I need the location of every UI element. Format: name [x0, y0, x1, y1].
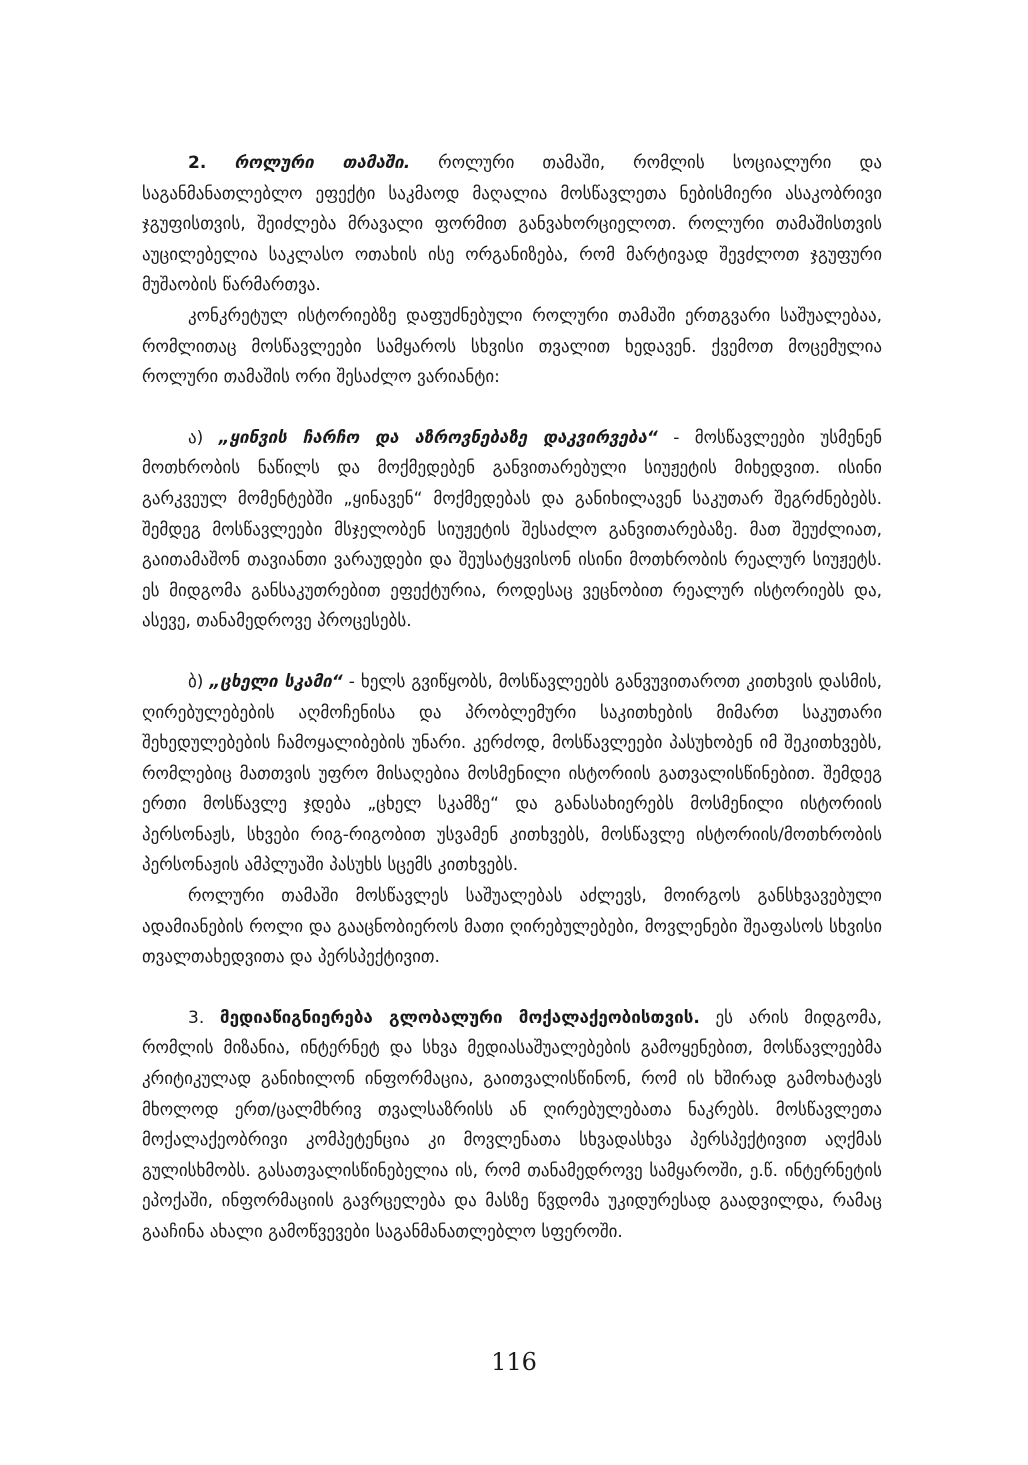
- paragraph-text: როლური თამაში მოსწავლეს საშუალებას აძლევს, მოირგოს განსხვავებული ადამიანების როლი და გააცნობიეროს მათი ღირებულებები, მოვლენები შეაფასოს სხვისი თვალთახედვითა და პერსპექტივით.: [142, 886, 882, 968]
- page-body: [142, 148, 882, 1248]
- paragraph-text: - ხელს გვიწყობს, მოსწავლეებს განვუვითაროთ კითხვის დასმის, ღირებულებების აღმოჩენისა და პრობლემური საკითხების მიმართ საკუთარი შეხედულებების ჩამოყალიბების უნარი. კერძოდ, მოსწავლეები პასუხობენ იმ შეკითხვებს, რომლებიც მათთვის უფრო მისაღებია მოსმენილი ისტორიის გათვალისწინებით. შემდეგ ერთი მოსწავლე ჯდება „ცხელ სკამზე“ და განასახიერებს მოსმენილი ისტორიის პერსონაჟს, სხვები რიგ-რიგობით უსვამენ კითხვებს, მოსწავლე ისტორიის/მოთხრობის პერსონაჟის ამპლუაში პასუხს სცემს კითხვებს.: [142, 671, 883, 876]
- section-number: 2.: [188, 153, 207, 173]
- section-title: მედიაწიგნიერება გლობალური მოქალაქეობისთვის.: [219, 1007, 700, 1028]
- variant-prefix: ბ): [188, 671, 210, 692]
- paragraph-role-play: [142, 148, 882, 301]
- paragraph-text: როლური თამაში, რომლის სოციალური და საგანმანათლებლო ეფექტი საკმაოდ მაღალია მოსწავლეთა ნებისმიერი ასაკობრივი ჯგუფისთვის, შეიძლება მრავალი ფორმით განვახორციელოთ. როლური თამაშისთვის აუცილებელია საკლასო ოთახის ისე ორგანიზება, რომ მარტივად შევძლოთ ჯგუფური მუშაობის წარმართვა.: [142, 153, 882, 296]
- variant-prefix: ა): [188, 427, 219, 448]
- variant-title: „ცხელი სკამი“: [209, 671, 343, 692]
- paragraph-variant-b: [142, 667, 882, 881]
- paragraph-role-play-summary: [142, 881, 882, 973]
- section-title: როლური თამაში: [234, 153, 404, 173]
- page-number: 116: [491, 1348, 537, 1376]
- section-number: 3.: [188, 1007, 205, 1028]
- paragraph-text: - მოსწავლეები უსმენენ მოთხრობის ნაწილს და მოქმედებენ განვითარებული სიუჟეტის მიხედვით. ისინი გარკვეულ მომენტებში „ყინავენ“ მოქმედებას და განიხილავენ საკუთარ შეგრძნებებს. შემდეგ მოსწავლეები მსჯელობენ სიუჟეტის შესაძლო განვითარებაზე. მათ შეუძლიათ, გაითამაშონ თავიანთი ვარაუდები და შეუსატყვისონ ისინი მოთხრობის რეალურ სიუჟეტს. ეს მიდგომა განსაკუთრებით ეფექტურია, როდესაც ვეცნობით რეალურ ისტორიებს და, ასევე, თანამედროვე პროცესებს.: [142, 427, 882, 632]
- paragraph-media-literacy: [142, 1003, 882, 1248]
- paragraph-text: კონკრეტულ ისტორიებზე დაფუძნებული როლური თამაში ერთგვარი საშუალებაა, რომლითაც მოსწავლეები სამყაროს სხვისი თვალით ხედავენ. ქვემოთ მოცემულია როლური თამაშის ორი შესაძლო ვარიანტი:: [142, 305, 882, 388]
- paragraph-text: ეს არის მიდგომა, რომლის მიზანია, ინტერნეტ და სხვა მედიასაშუალებების გამოყენებით, მოსწავლეებმა კრიტიკულად განიხილონ ინფორმაცია, გაითვალისწინონ, რომ ის ხშირად გამოხატავს მხოლოდ ერთ/ცალმხრივ თვალსაზრისს ან ღირებულებათა ნაკრებს. მოსწავლეთა მოქალაქეობრივი კომპეტენცია კი მოვლენათა სხვადასხვა პერსპექტივით აღქმას გულისხმობს. გასათვალისწინებელია ის, რომ თანამედროვე სამყაროში, ე.წ. ინტერნეტის ეპოქაში, ინფორმაციის გავრცელება და მასზე წვდომა უკიდურესად გაადვილდა, რამაც გააჩინა ახალი გამოწვევები საგანმანათლებლო სფეროში.: [142, 1007, 883, 1242]
- paragraph-variant-a: [142, 423, 882, 637]
- section-title-punct: .: [403, 153, 411, 173]
- paragraph-role-play-intro: [142, 301, 882, 393]
- variant-title: „ყინვის ჩარჩო და აზროვნებაზე დაკვირვება“: [218, 427, 658, 448]
